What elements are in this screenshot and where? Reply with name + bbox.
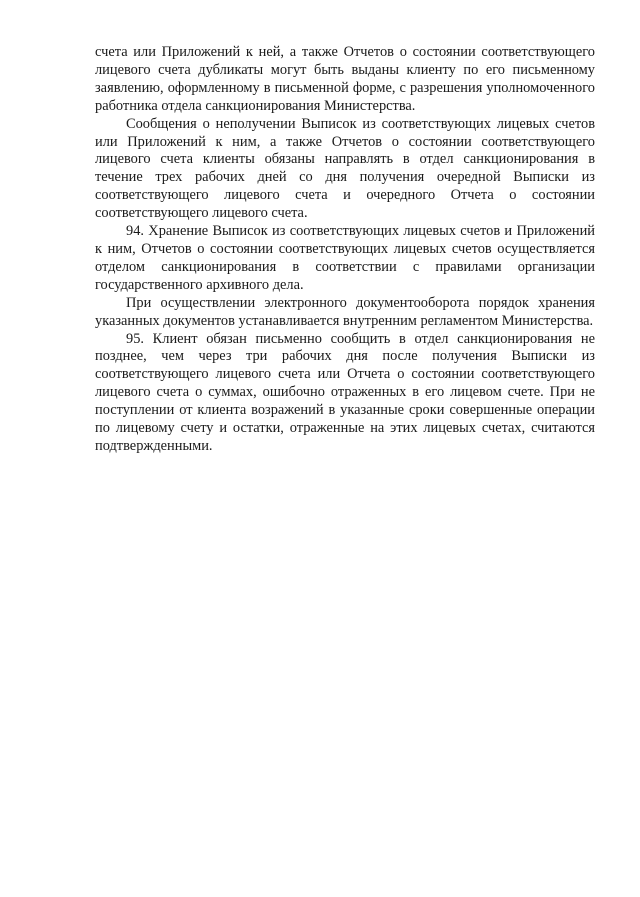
paragraph-94-storage: 94. Хранение Выписок из соответствующих лицевых счетов и Приложений к ним, Отчетов о состоянии соответствующих лицевых счетов осуществляется отделом санкционирования в соответствии с правилами организации государственного архивного дела. [95,223,595,293]
paragraph-electronic-workflow: При осуществлении электронного документооборота порядок хранения указанных документов устанавливается внутренним регламентом Министерства. [95,294,595,329]
paragraph-notification: Сообщения о неполучении Выписок из соответствующих лицевых счетов или Приложений к ним, а также Отчетов о состоянии соответствующего лицевого счета клиенты обязаны направлять в отдел санкционирования в течение трех рабочих дней со дня получения очередной Выписки из соответствующего лицевого счета и очередного Отчета о состоянии соответствующего лицевого счета. [95,115,595,222]
paragraph-continuation: счета или Приложений к ней, а также Отчетов о состоянии соответствующего лицевого счета дубликаты могут быть выданы клиенту по его письменному заявлению, оформленному в письменной форме, с разрешения уполномоченного работника отдела санкционирования Министерства. [95,44,595,114]
document-page [95,44,595,456]
paragraph-95-client-obligation: 95. Клиент обязан письменно сообщить в отдел санкционирования не позднее, чем через три рабочих дня после получения Выписки из соответствующего лицевого счета или Отчета о состоянии соответствующего лицевого счета о суммах, ошибочно отраженных в его лицевом счете. При не поступлении от клиента возражений в указанные сроки совершенные операции по лицевому счету и остатки, отраженные на этих лицевых счетах, считаются подтвержденными. [95,330,595,454]
